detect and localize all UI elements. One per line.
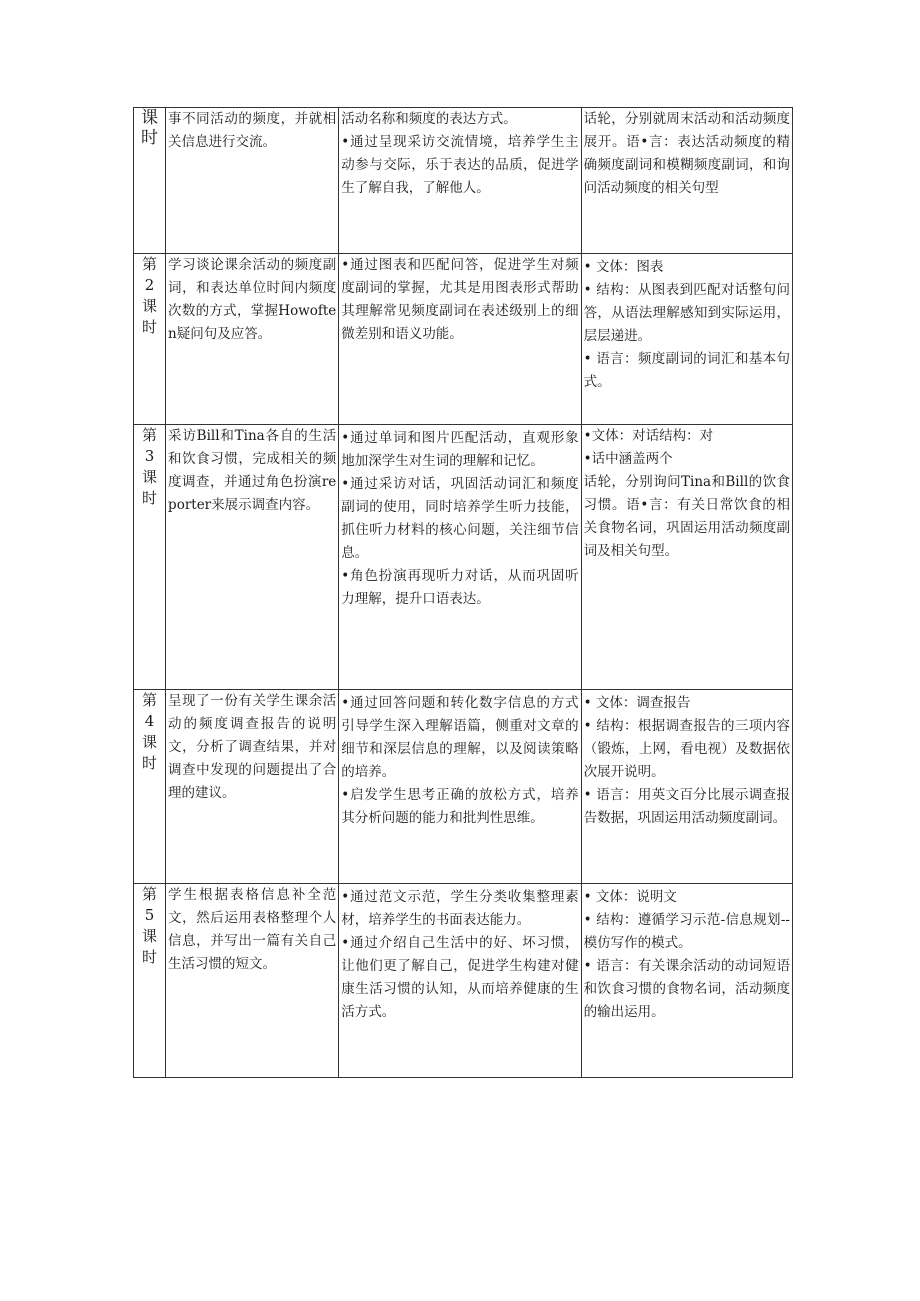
row-5-analysis-2: • 结构：遵循学习示范-信息规划--模仿写作的模式。 <box>583 912 790 951</box>
row-3-analysis-cell <box>581 425 792 690</box>
row-3-goal-2: •通过采访对话，巩固活动词汇和频度副词的使用，同时培养学生听力技能，抓住听力材料的核心问题，关注细节信息。 <box>341 476 579 561</box>
row-3-content: 采访Bill和Tina各自的生活和饮食习惯，完成相关的频度调查，并通过角色扮演reporter来展示调查内容。 <box>168 428 337 513</box>
row-1-content-cell <box>166 108 339 254</box>
row-5-label-cell <box>134 884 166 1078</box>
row-4-content: 呈现了一份有关学生课余活动的频度调查报告的说明文，分析了调查结果，并对调查中发现的问题提出了合理的建议。 <box>168 693 337 801</box>
row-1-content: 事不同活动的频度，并就相关信息进行交流。 <box>168 111 337 150</box>
row-5-goal-1: •通过范文示范，学生分类收集整理素材，培养学生的书面表达能力。 <box>341 889 579 928</box>
row-2-content: 学习谈论课余活动的频度副词，和表达单位时间内频度次数的方式，掌握Howoften疑问句及应答。 <box>168 257 337 342</box>
lesson-plan-table <box>133 107 793 1078</box>
row-4-analysis-3: • 语言：用英文百分比展示调查报告数据，巩固运用活动频度副词。 <box>583 787 790 826</box>
row-4-analysis-2: • 结构：根据调查报告的三项内容（锻炼，上网，看电视）及数据依次展开说明。 <box>583 718 790 780</box>
table-row-1 <box>134 108 793 254</box>
row-3-goals-cell <box>339 425 581 690</box>
table-row-5 <box>134 884 793 1078</box>
row-5-content: 学生根据表格信息补全范文，然后运用表格整理个人信息，并写出一篇有关自己生活习惯的短文。 <box>168 887 337 972</box>
row-4-goal-1: •通过回答问题和转化数字信息的方式引导学生深入理解语篇，侧重对文章的细节和深层信息的理解，以及阅读策略的培养。 <box>341 695 579 780</box>
row-1-analysis-cell <box>581 108 792 254</box>
row-3-label: 第3课时 <box>142 426 158 507</box>
row-3-analysis-3: 话轮，分别询问Tina和Bill的饮食习惯。语•言：有关日常饮食的相关食物名词，巩固运用活动频度副词及相关句型。 <box>583 474 790 559</box>
table-row-2 <box>134 254 793 425</box>
row-3-goal-3: •角色扮演再现听力对话，从而巩固听力理解，提升口语表达。 <box>341 568 579 607</box>
row-5-analysis-3: • 语言：有关课余活动的动词短语和饮食习惯的食物名词，活动频度的输出运用。 <box>583 958 790 1020</box>
row-4-content-cell <box>166 690 339 884</box>
table-row-4 <box>134 690 793 884</box>
row-4-goal-2: •启发学生思考正确的放松方式，培养其分析问题的能力和批判性思维。 <box>341 787 579 826</box>
row-1-label: 课时 <box>141 108 159 148</box>
row-5-content-cell <box>166 884 339 1078</box>
row-3-goal-1: •通过单词和图片匹配活动，直观形象地加深学生对生词的理解和记忆。 <box>341 430 579 469</box>
row-3-content-cell <box>166 425 339 690</box>
row-5-analysis-1: • 文体：说明文 <box>583 889 677 905</box>
row-5-goals-cell <box>339 884 581 1078</box>
row-1-goal-2: •通过呈现采访交流情境，培养学生主动参与交际，乐于表达的品质，促进学生了解自我，了解他人。 <box>341 134 579 196</box>
row-5-goal-2: •通过介绍自己生活中的好、坏习惯，让他们更了解自己，促进学生构建对健康生活习惯的认知，从而培养健康的生活方式。 <box>341 935 579 1020</box>
row-4-label-cell <box>134 690 166 884</box>
row-2-analysis-2: • 结构：从图表到匹配对话整句问答，从语法理解感知到实际运用，层层递进。 <box>583 282 790 344</box>
row-2-label: 第2课时 <box>142 255 158 336</box>
row-1-goals-cell <box>339 108 581 254</box>
row-2-analysis-cell <box>581 254 792 425</box>
row-5-label: 第5课时 <box>142 885 158 966</box>
row-4-label: 第4课时 <box>142 691 158 772</box>
row-4-analysis-cell <box>581 690 792 884</box>
row-2-analysis-3: • 语言：频度副词的词汇和基本句式。 <box>583 351 790 390</box>
row-2-goal-1: •通过图表和匹配问答，促进学生对频度副词的掌握，尤其是用图表形式帮助其理解常见频度副词在表述级别上的细微差别和语义功能。 <box>341 257 579 342</box>
row-3-label-cell <box>134 425 166 690</box>
row-2-goals-cell <box>339 254 581 425</box>
row-3-analysis-1: •文体：对话结构：对 <box>583 428 714 444</box>
row-2-label-cell <box>134 254 166 425</box>
row-4-goals-cell <box>339 690 581 884</box>
row-4-analysis-1: • 文体：调查报告 <box>583 695 691 711</box>
row-1-label-cell <box>134 108 166 254</box>
table-row-3 <box>134 425 793 690</box>
row-3-analysis-2: •话中涵盖两个 <box>583 451 673 467</box>
row-2-analysis-1: • 文体：图表 <box>583 259 664 275</box>
row-1-analysis-1: 话轮，分别就周末活动和活动频度展开。语•言：表达活动频度的精确频度副词和模糊频度副词，和询问活动频度的相关句型 <box>583 111 790 196</box>
row-1-goal-1: 活动名称和频度的表达方式。 <box>341 111 517 127</box>
row-2-content-cell <box>166 254 339 425</box>
row-5-analysis-cell <box>581 884 792 1078</box>
